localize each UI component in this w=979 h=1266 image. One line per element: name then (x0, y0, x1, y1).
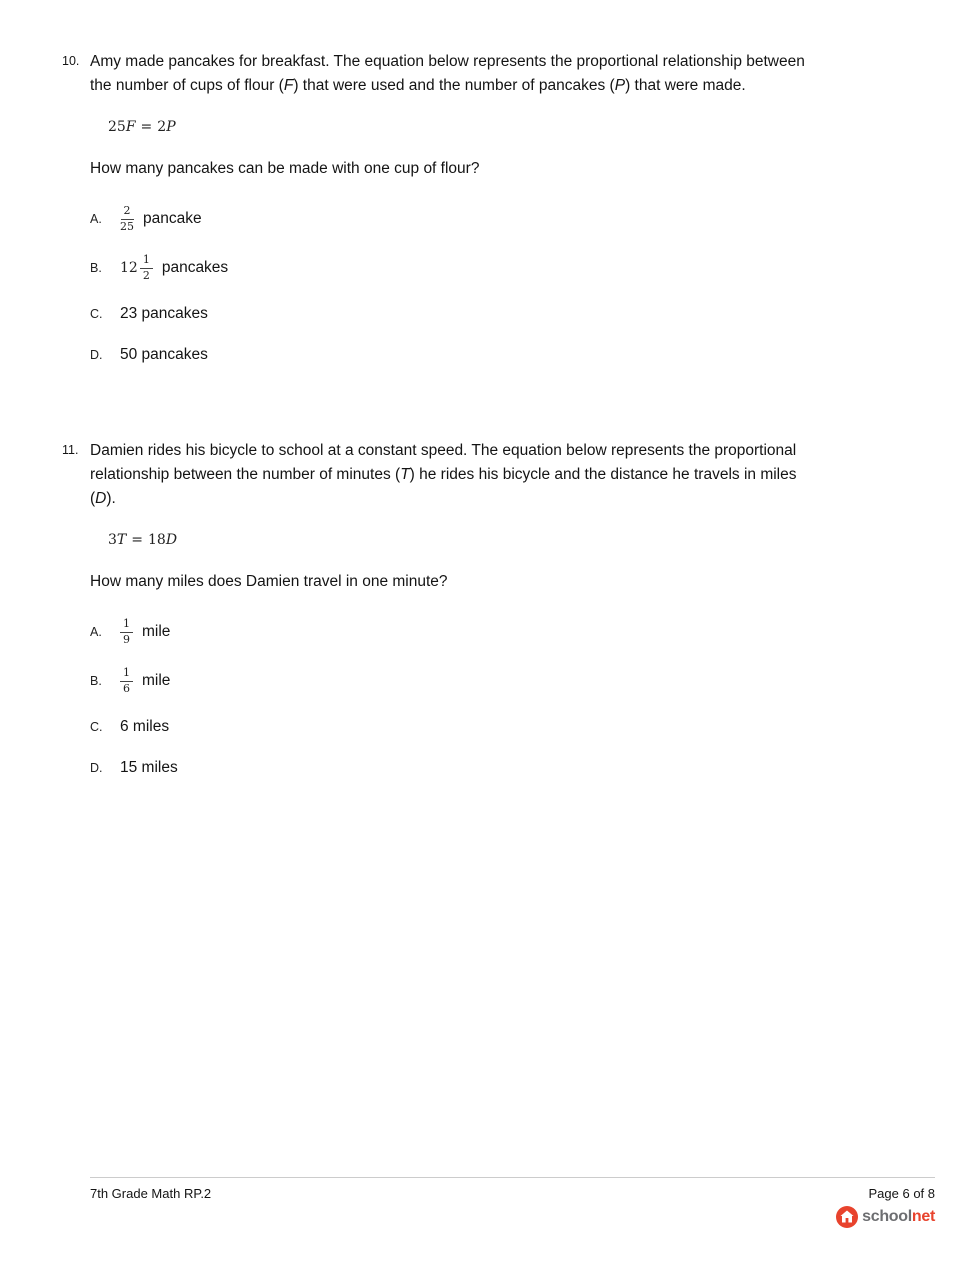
fraction: $\frac{1}{9}$ (120, 618, 133, 646)
brand-net-text: net (911, 1208, 935, 1225)
choice-B (90, 665, 806, 697)
mixed-number: 12 $\frac{1}{2}$ (120, 254, 162, 282)
answer-choices (90, 203, 806, 368)
fraction: $\frac{1}{6}$ (120, 667, 133, 695)
choice-A (90, 616, 806, 648)
choice-text: pancakes (161, 259, 229, 276)
question-prompt: Amy made pancakes for breakfast. The equation below represents the proportional relationship between the number of cups of flour (F) that were used and the number of pancakes (P) that were made. (90, 53, 805, 94)
choice-text: 6 miles (120, 718, 170, 735)
choice-label: B. (90, 261, 102, 275)
fraction: $\frac{1}{2}$ (140, 254, 153, 282)
choice-label: B. (90, 674, 102, 688)
choice-A (90, 203, 806, 235)
footer-page-number: Page 6 of 8 (868, 1186, 935, 1201)
equation: 3T = 18D (108, 532, 178, 548)
choice-C (90, 301, 806, 327)
question-11 (62, 439, 806, 796)
footer-divider (90, 1177, 935, 1178)
choice-text: 50 pancakes (120, 346, 208, 363)
choice-text: pancake (143, 210, 202, 227)
choice-label: C. (90, 720, 103, 734)
choice-label: A. (90, 625, 102, 639)
equation: 25F = 2P (108, 119, 176, 135)
footer-course-title: 7th Grade Math RP.2 (90, 1186, 212, 1201)
variable-F: F (283, 77, 294, 94)
question-10 (62, 50, 806, 383)
schoolnet-logo (90, 1206, 935, 1228)
choice-label: D. (90, 348, 103, 362)
choice-text: mile (142, 672, 171, 689)
page-footer (90, 1177, 935, 1228)
variable-P: P (614, 77, 626, 94)
brand-school-text: school (862, 1208, 912, 1225)
choice-D (90, 755, 806, 781)
choice-text: mile (142, 623, 171, 640)
question-number: 10. (62, 54, 80, 68)
variable-D: D (95, 490, 107, 507)
question-prompt: Damien rides his bicycle to school at a constant speed. The equation below represents the proportional relationship between the number of minutes (T) he rides his bicycle and the distance he travels in miles (D). (90, 442, 797, 507)
choice-C (90, 714, 806, 740)
fraction: $\frac{2}{25}$ (120, 203, 134, 233)
variable-T: T (400, 466, 410, 483)
choice-label: A. (90, 212, 102, 226)
answer-choices (90, 616, 806, 781)
choice-text: 23 pancakes (120, 305, 208, 322)
choice-label: C. (90, 307, 103, 321)
choice-text: 15 miles (120, 759, 178, 776)
choice-B (90, 252, 806, 284)
page-content (62, 50, 806, 796)
question-stem: How many miles does Damien travel in one minute? (90, 573, 448, 590)
schoolnet-house-icon (836, 1206, 858, 1228)
choice-label: D. (90, 761, 103, 775)
question-stem: How many pancakes can be made with one cup of flour? (90, 160, 480, 177)
question-number: 11. (62, 443, 79, 457)
choice-D (90, 342, 806, 368)
